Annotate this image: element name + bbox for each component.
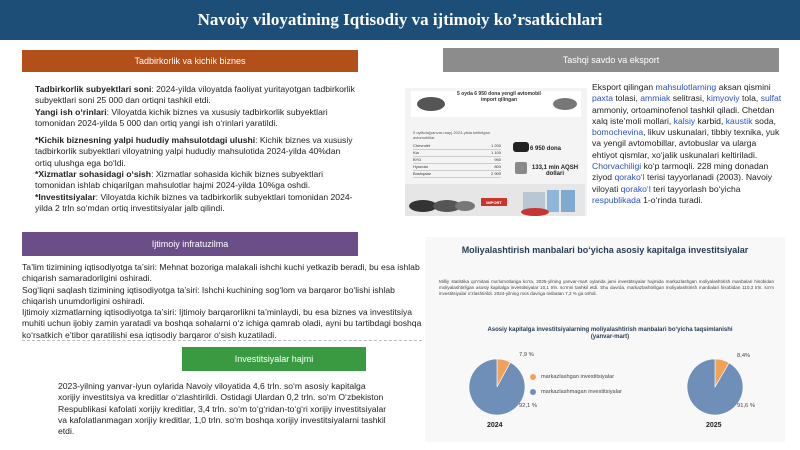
business-text — [35, 84, 355, 214]
infographic-stat-count: 6 950 dona — [530, 146, 562, 152]
highlighted-term: sulfat — [760, 93, 782, 104]
business-item-label: Yangi ish o‘rinlari — [35, 106, 107, 117]
business-item — [35, 107, 355, 130]
highlighted-term: qorako‘l — [620, 183, 651, 194]
trade-text-part: , likuv uskunalari, tibbiy texnika, yuk va yengil avtomobillar, avtobuslar va ularga ehtiyot qismlar, xo‘jalik uskunalari keltiriladi. — [592, 127, 780, 160]
infographic-row-value: 2 900 — [490, 171, 501, 176]
legend-item — [530, 389, 622, 395]
trade-text-part: ammoniy, ortoaminofenol tashkil qiladi. Chetdan xalq iste’moli mollari, — [592, 104, 775, 126]
highlighted-term: Chorvachiligi — [592, 161, 642, 172]
business-item — [35, 192, 355, 215]
car-icon — [553, 98, 577, 110]
highlighted-term: kalsiy — [673, 115, 696, 126]
pie-label: 7,9 % — [519, 352, 534, 358]
trade-text-part: Eksport qilingan — [592, 82, 656, 92]
business-item-text: : Kichik biznes va xususiy tadbirkorlik subyektlari viloyatning yalpi hududiy mahsulotida 2024-yilda 40%dan ortiq ulushga ega bo‘ldi. — [35, 135, 353, 168]
section-header-business: Tadbirkorlik va kichik biznes — [22, 50, 358, 72]
business-item-text: : Xizmatlar sohasida kichik biznes subyektlari tomonidan ishlab chiqarilgan mahsulotlar hajmi 2024-yilda 10%ga oshdi. — [35, 169, 324, 191]
investment-text: 2023-yilning yanvar-iyun oylarida Navoiy viloyatida 4,6 trln. so‘m asosiy kapitalga xorijiy investitsiya va kreditlar o‘zlashtirildi. Ostidagi Ulardan 0,2 trln. so‘m O‘zbekiston Respublikasi kafolati xorijiy kreditlar, 3,4 trln. so‘m to‘g‘ridan-to‘g‘ri xorijiy investitsiyalar va kafolatlanmagan xorijiy kreditlar, 1,0 trln. so‘m boshqa xorijiy investitsiyalarni tashkil etdi. — [58, 381, 387, 437]
business-item-text: : Viloyatda kichik biznes va xususiy tadbirkorlik subyektlari tomonidan 2024-yilda 5 000 dan ortiq yangi ish o‘rinlari yaratildi. — [35, 106, 328, 128]
business-item — [35, 135, 355, 169]
infographic-table — [413, 143, 501, 179]
social-line: Sog‘liqni saqlash tizimining iqtisodiyotga ta’siri: Ishchi kuchining sog‘lom va barqaror bo‘lishi ishlab chiqarish unumdorligini oshiradi. — [22, 284, 395, 306]
pie-label: 92,1 % — [519, 403, 538, 409]
trade-text-part: ko‘p tarmoqli. 228 ming donadan ziyod — [592, 161, 769, 183]
social-text — [22, 262, 422, 341]
import-infographic — [405, 88, 587, 216]
business-item-label: *Xizmatlar sohasidagi o‘sish — [35, 169, 152, 180]
highlighted-term: bomochevina — [592, 127, 644, 138]
infographic-subtitle: 5 oylikda(yanvar-may) 2024-yilda keltirilgan avtomobillar — [413, 130, 490, 140]
infographic-row-label: Chevrolet — [413, 143, 431, 148]
car-icon — [521, 208, 549, 216]
page-title: Navoiy viloyatining Iqtisodiy va ijtimoiy ko’rsatkichlari — [0, 0, 800, 40]
infographic-row — [413, 157, 501, 164]
pie-label: 8,4% — [737, 353, 751, 359]
infographic-row-label: Boshqalar — [413, 171, 432, 176]
financing-title: Moliyalashtirish manbalari bo‘yicha asosiy kapitalga investitsiyalar — [461, 245, 749, 255]
highlighted-term: kimyoviy — [706, 93, 740, 104]
business-item-label: *Investitsiyalar — [35, 191, 96, 202]
trade-text — [592, 82, 784, 206]
section-header-trade: Tashqi savdo va eksport — [443, 48, 779, 72]
infographic-row-label: Kia — [413, 150, 419, 155]
pie-year: 2024 — [487, 422, 503, 429]
pie-chart — [425, 237, 785, 442]
section-header-social: Ijtimoiy infratuzilma — [22, 232, 358, 256]
business-item-text: : Viloyatda kichik biznes va tadbirkorlik subyektlari tomonidan 2024-yilda 2 trln so‘mdan ortiq investitsiyalar jalb qilindi. — [35, 191, 353, 213]
import-badge: IMPORT — [481, 198, 507, 206]
car-icon — [409, 200, 437, 212]
container-icon — [547, 190, 559, 212]
financing-text: Milliy statistika qo‘mitasi ma’lumotlariga ko‘ra, 2025-yilning yanvar-mart oylarida jami investitsiyalar hajmida markazlashgan moliyalashtirish manbalari hisobidan moliyalashtirilgan asosiy kapitalga investitsiyalar 10,1 trln. so‘mni tashkil etdi. Shu davrda, markazlashtirilgan moliyalashtirish manbalari hisobidan 110,3 trln. so‘m investitsiyalar o‘zlashtirildi. 2024-yilning mos davriga nisbatan 7,2 % ga oshdi. — [439, 279, 774, 297]
social-line: Ta’lim tizimining iqtisodiyotga ta’siri: Mehnat bozoriga malakali ishchi kuchi yetkazib beradi, bu esa ishlab chiqarish samaradorligini oshiradi. — [22, 262, 420, 284]
legend-label: markazlashgan investitsiyalar — [541, 374, 615, 380]
infographic-title: 5 oyda 6 950 dona yengil avtomobil import qilingan — [457, 91, 541, 103]
highlighted-term: paxta — [592, 93, 614, 104]
business-item-text: : 2024-yilda viloyatda faoliyat yuritayotgan tadbirkorlik subyektlari soni 25 000 dan ortiqni tashkil etdi. — [35, 84, 355, 106]
pie-slice — [469, 359, 525, 415]
social-line: Ijtimoiy xizmatlarning iqtisodiyotga ta’siri: Ijtimoiy barqarorlikni ta’minlaydi, bu esa biznes va investitsiya muhiti uchun ijobiy zamin yaratadi va boshqa sohalarni o‘z ichiga qamrab oladi, ayni bu tartibdagi boshqa ko‘rsatkich e’tibor qaratilishi esa iqtisodiy barqaror o‘sish kuzatiladi. — [22, 307, 422, 340]
pie-year: 2025 — [706, 422, 722, 429]
pie-slice — [687, 359, 743, 415]
infographic-row — [413, 164, 501, 171]
infographic-row — [413, 143, 501, 150]
legend-label: markazlashmagan investitsiyalar — [541, 389, 622, 395]
container-icon — [561, 190, 575, 212]
business-item — [35, 169, 355, 192]
highlighted-term: ammiak — [640, 93, 671, 104]
infographic-row-value: 1 200 — [490, 143, 501, 148]
trade-text-part: karbid, — [695, 115, 726, 126]
pie-label: 91,6 % — [737, 403, 756, 409]
trade-text-part: selitrasi, — [670, 93, 707, 104]
infographic-row-label: Hyundai — [413, 164, 428, 169]
trade-text-part: 1-o‘rinda turadi. — [640, 194, 703, 205]
divider — [22, 340, 422, 341]
legend-swatch — [530, 374, 536, 380]
trade-text-part: aksan qismini — [716, 82, 771, 92]
business-item — [35, 84, 355, 107]
infographic-row — [413, 150, 501, 157]
legend-swatch — [530, 389, 536, 395]
car-icon — [455, 201, 475, 211]
infographic-row-value: 1 100 — [490, 150, 501, 155]
legend-item — [530, 374, 614, 380]
infographic-row-value: 950 — [494, 157, 501, 162]
infographic-row-label: BYD — [413, 157, 422, 162]
financing-panel — [425, 237, 785, 442]
highlighted-term: kaustik — [725, 115, 753, 126]
car-icon — [513, 142, 529, 152]
trade-text-part: terisi tayyorlanadi (2003). Navoiy viloyati — [592, 172, 773, 194]
chart-title: Asosiy kapitalga investitsiyalarning moliyalashtirish manbalari bo‘yicha taqsimlanishi (yanvar-mart) — [487, 327, 733, 340]
highlighted-term: respublikada — [592, 194, 641, 205]
trade-text-part: teri tayyorlash bo‘yicha — [650, 183, 741, 194]
car-icon — [417, 97, 445, 111]
trade-text-part: soda, — [752, 115, 776, 126]
business-item-label: *Kichik biznesning yalpi hududiy mahsulotdagi ulushi — [35, 135, 256, 146]
section-header-investment: Investitsiyalar hajmi — [182, 347, 366, 371]
highlighted-term: mahsulotlarning — [655, 82, 717, 92]
infographic-row — [413, 171, 501, 178]
trade-text-part: tola, — [739, 93, 761, 104]
business-item-label: Tadbirkorlik subyektlari soni — [35, 84, 152, 94]
highlighted-term: qorako‘l — [614, 172, 645, 183]
infographic-row-value: 800 — [494, 164, 501, 169]
infographic-stat-value: 133,1 mln AQSH dollari — [531, 165, 579, 177]
trade-text-part: tolasi, — [613, 93, 641, 104]
coins-icon — [515, 162, 527, 174]
